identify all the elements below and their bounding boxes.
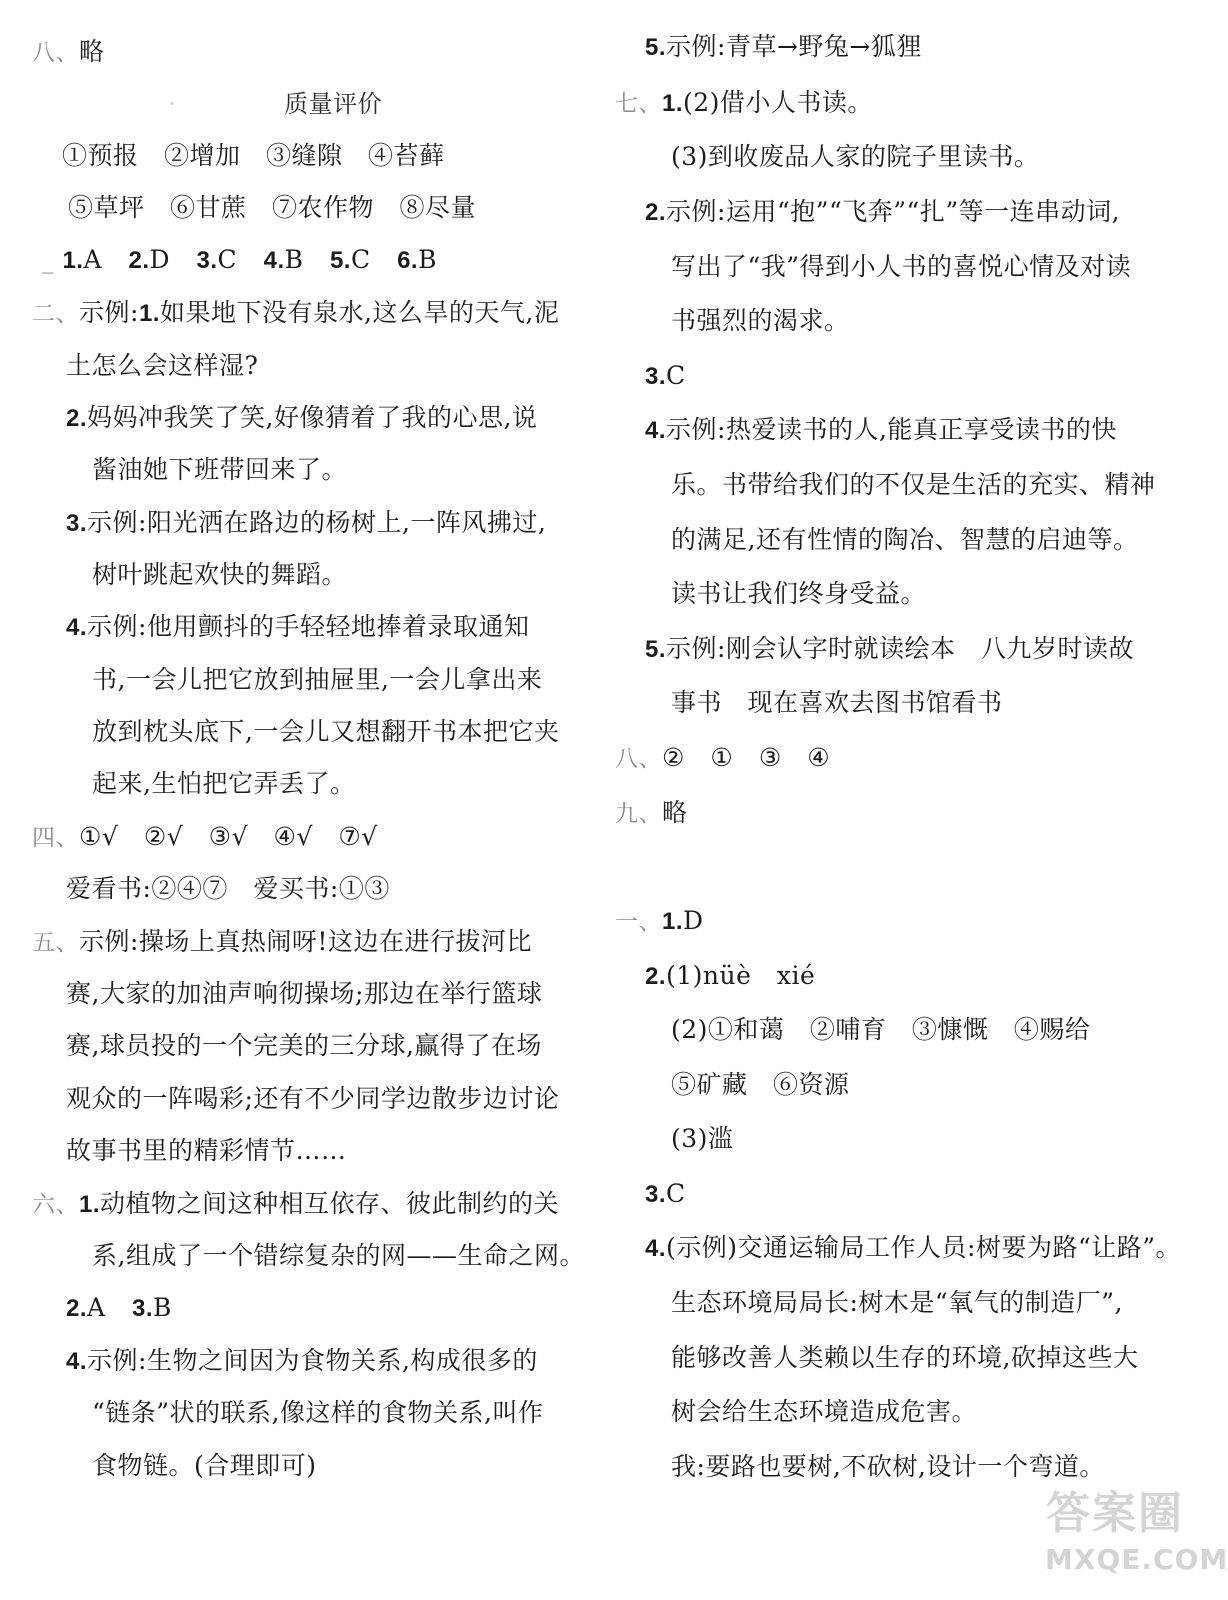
answer-line: 酱油她下班带回来了。 [92, 455, 348, 484]
answer-line: (3)滥 [671, 1124, 734, 1153]
answer-line: 的满足,还有性情的陶冶、智慧的启迪等。 [671, 525, 1139, 554]
answer-line: 3.C [645, 361, 686, 390]
answer-line: (3)到收废品人家的院子里读书。 [671, 142, 1040, 171]
answer-line: (2)①和蔼 ②哺育 ③慷慨 ④赐给 [671, 1015, 1091, 1044]
answer-line: 生态环境局局长:树木是“氧气的制造厂”, [671, 1288, 1123, 1317]
answer-line: 赛,球员投的一个完美的三分球,赢得了在场 [66, 1031, 542, 1060]
answer-line: 八、② ① ③ ④ [615, 743, 831, 772]
answer-line: 土怎么会这样湿? [66, 351, 259, 380]
answer-line: 2.A 3.B [66, 1293, 172, 1322]
answer-line: 观众的一阵喝彩;还有不少同学边散步边讨论 [66, 1084, 560, 1113]
answer-line: 系,组成了一个错综复杂的网——生命之网。 [92, 1241, 585, 1270]
answer-line: 2.(1)nüè xié [645, 961, 816, 990]
answer-line: 四、①√ ②√ ③√ ④√ ⑦√ [32, 822, 378, 851]
answer-line: 爱看书:②④⑦ 爱买书:①③ [66, 874, 390, 903]
answer-line: 能够改善人类赖以生存的环境,砍掉这些大 [671, 1343, 1139, 1372]
answer-line: 六、1.动植物之间这种相互依存、彼此制约的关 [32, 1189, 560, 1218]
answer-line: 5.示例:刚会认字时就读绘本 八九岁时读故 [645, 634, 1134, 663]
answer-line: _ 1.A 2.D 3.C 4.B 5.C 6.B [42, 245, 437, 274]
answer-line: 书,一会儿把它放到抽屉里,一会儿拿出来 [92, 665, 543, 694]
answer-line: 放到枕头底下,一会儿又想翻开书本把它夹 [92, 717, 560, 746]
answer-line: 树叶跳起欢快的舞蹈。 [92, 560, 348, 589]
answer-line: 九、略 [615, 798, 688, 827]
answer-line: 五、示例:操场上真热闹呀!这边在进行拔河比 [32, 927, 532, 956]
answer-line: 一、1.D [615, 906, 704, 935]
answer-line: 赛,大家的加油声响彻操场;那边在举行篮球 [66, 979, 543, 1008]
answer-line: 写出了“我”得到小人书的喜悦心情及对读 [671, 252, 1132, 281]
answer-line: 2.妈妈冲我笑了笑,好像猜着了我的心思,说 [66, 403, 538, 432]
answer-line: 七、1.(2)借小人书读。 [615, 88, 873, 117]
answer-line: 事书 现在喜欢去图书馆看书 [671, 688, 1003, 717]
answer-line: 4.示例:他用颤抖的手轻轻地捧着录取通知 [66, 612, 530, 641]
answer-line: 二、示例:1.如果地下没有泉水,这么旱的天气,泥 [32, 298, 560, 327]
answer-line: ①预报 ②增加 ③缝隙 ④苔藓 [62, 141, 445, 170]
section-title: · 质量评价 [168, 90, 383, 118]
answer-line: 我:要路也要树,不砍树,设计一个弯道。 [671, 1452, 1105, 1481]
answer-line: 读书让我们终身受益。 [671, 579, 927, 608]
answer-line: 故事书里的精彩情节…… [66, 1136, 347, 1165]
answer-line: 3.C [645, 1179, 686, 1208]
answer-line: 3.示例:阳光洒在路边的杨树上,一阵风拂过, [66, 508, 547, 537]
answer-line: 食物链。(合理即可) [92, 1451, 317, 1480]
answer-line: ⑤矿藏 ⑥资源 [671, 1070, 850, 1099]
answer-line: “链条”状的联系,像这样的食物关系,叫作 [92, 1398, 544, 1427]
answer-line: 八、略 [32, 37, 105, 66]
answer-line: 起来,生怕把它弄丢了。 [92, 769, 356, 798]
answer-line: 4.示例:热爱读书的人,能真正享受读书的快 [645, 415, 1117, 444]
answer-line: 树会给生态环境造成危害。 [671, 1397, 978, 1426]
answer-line: 4.示例:生物之间因为食物关系,构成很多的 [66, 1346, 538, 1375]
answer-line: 乐。书带给我们的不仅是生活的充实、精神 [671, 470, 1156, 499]
answer-line: 4.(示例)交通运输局工作人员:树要为路“让路”。 [645, 1233, 1182, 1262]
answer-line: ⑤草坪 ⑥甘蔗 ⑦农作物 ⑧尽量 [68, 193, 477, 222]
site-watermark: 答案圈 MXQE.COM [1045, 1488, 1228, 1576]
answer-line: 书强烈的渴求。 [671, 306, 850, 335]
answer-line: 5.示例:青草→野兔→狐狸 [645, 32, 922, 61]
answer-line: 2.示例:运用“抱”“飞奔”“扎”等一连串动词, [645, 197, 1121, 226]
